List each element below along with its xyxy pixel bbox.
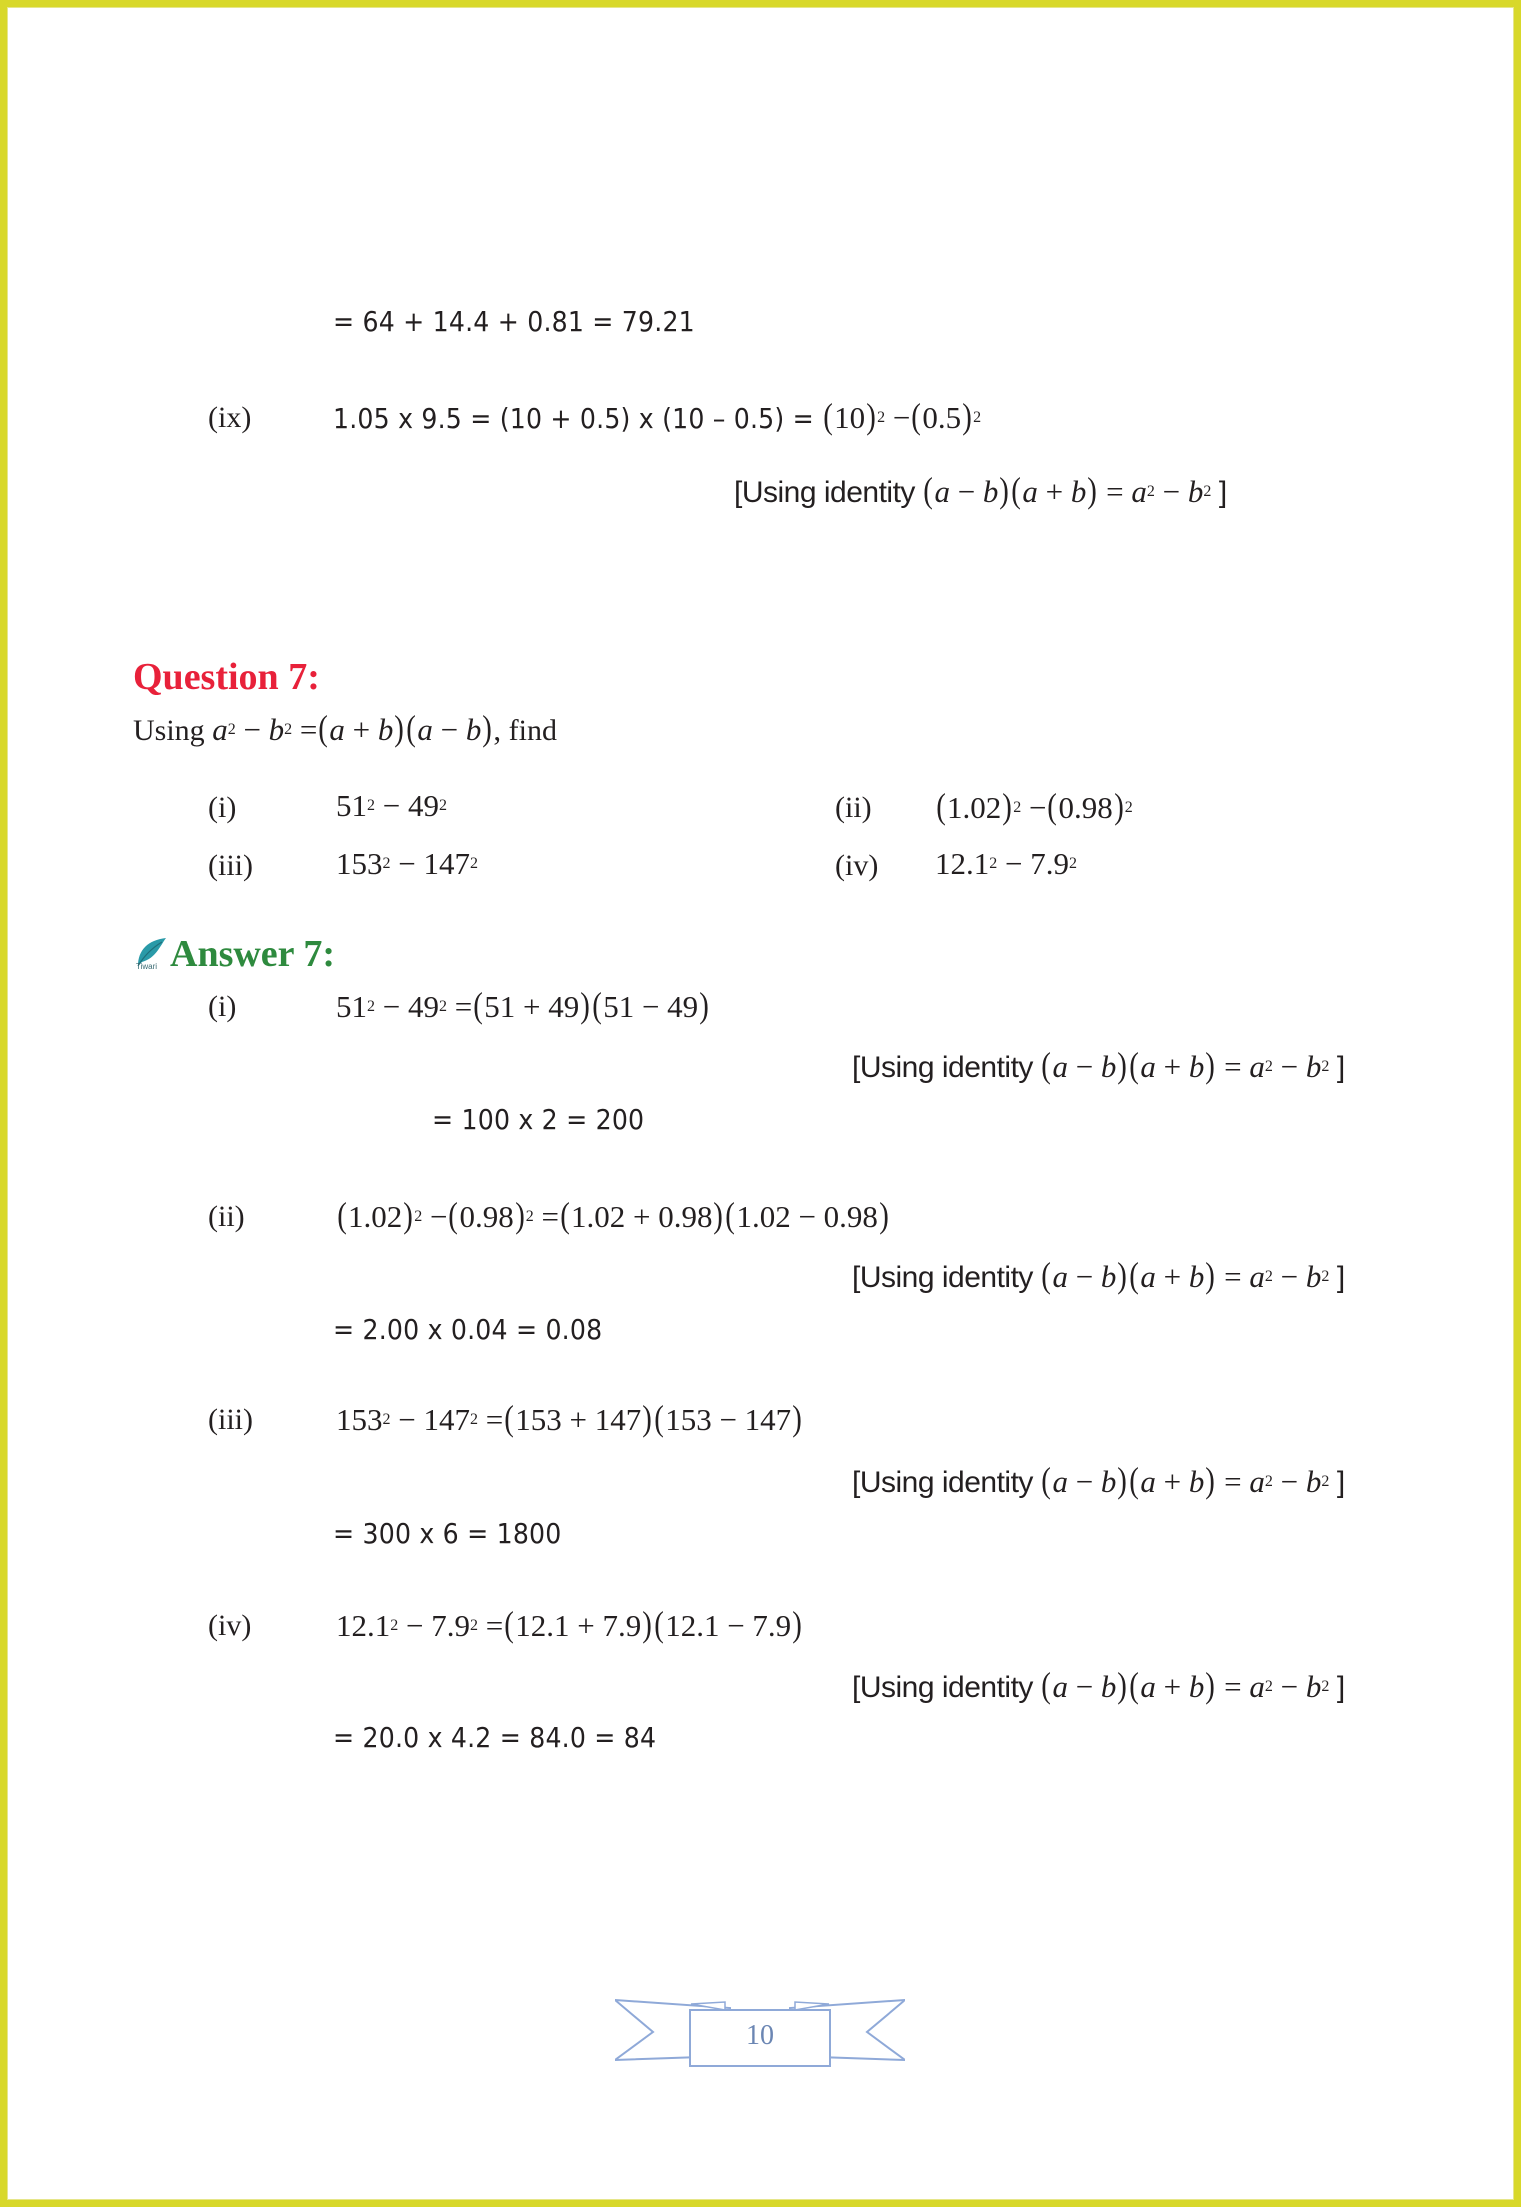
prompt-formula: $a^2 - b^2 =(a + b)(a - b)$, xyxy=(212,708,502,748)
answer-step: $51^2 - 49^2 =(51 + 49)(51 - 49)$ xyxy=(336,985,709,1025)
page-number: 10 xyxy=(746,2020,774,2051)
leaf-logo-icon xyxy=(134,936,168,970)
answer-identity-note: [Using identity $(a - b)(a + b) = a^2 - b^2$ ] xyxy=(852,1460,1345,1500)
question-part-expr: $153^2 - 147^2$ xyxy=(336,846,478,881)
answer-step: $153^2 - 147^2 =(153 + 147)(153 - 147)$ xyxy=(336,1398,802,1438)
answer-heading: Answer 7: xyxy=(170,933,336,975)
answer-part-label: (iv) xyxy=(208,1609,252,1642)
question-part-label: (ii) xyxy=(835,791,872,824)
question-part-label: (iii) xyxy=(208,849,253,882)
svg-text:Tiwari: Tiwari xyxy=(136,962,158,970)
ix-equation xyxy=(333,396,981,439)
answer-part-label: (i) xyxy=(208,990,237,1023)
answer-result: = 300 x 6 = 1800 xyxy=(333,1517,562,1550)
question-part-expr: $(1.02)^2 -(0.98)^2$ xyxy=(936,786,1133,826)
question-prompt: Using $a^2 - b^2 =(a + b)(a - b)$, find xyxy=(133,708,557,748)
question-part-expr: $51^2 - 49^2$ xyxy=(336,788,447,823)
viii-result: = 64 + 14.4 + 0.81 = 79.21 xyxy=(333,305,695,338)
answer-result: = 100 x 2 = 200 xyxy=(432,1103,645,1136)
answer-result: = 2.00 x 0.04 = 0.08 xyxy=(333,1313,603,1346)
ix-rhs: $(10)^2 -(0.5)^2$ xyxy=(823,396,982,436)
ix-identity-note: [Using identity $(a - b)(a + b) = a^2 - b^2$ ] xyxy=(734,470,1227,510)
answer-identity-note: [Using identity $(a - b)(a + b) = a^2 - b^2$ ] xyxy=(852,1045,1345,1085)
answer-identity-note: [Using identity $(a - b)(a + b) = a^2 - b^2$ ] xyxy=(852,1665,1345,1705)
answer-part-label: (iii) xyxy=(208,1403,253,1436)
answer-result: = 20.0 x 4.2 = 84.0 = 84 xyxy=(333,1721,657,1754)
question-part-label: (iv) xyxy=(835,849,879,882)
question-part-label: (i) xyxy=(208,791,237,824)
answer-identity-note: [Using identity $(a - b)(a + b) = a^2 - b^2$ ] xyxy=(852,1255,1345,1295)
answer-part-label: (ii) xyxy=(208,1200,245,1233)
page-number-ribbon xyxy=(615,1990,905,2070)
question-part-expr: $12.1^2 - 7.9^2$ xyxy=(935,846,1077,881)
ix-label: (ix) xyxy=(208,401,252,434)
answer-step: $12.1^2 - 7.9^2 =(12.1 + 7.9)(12.1 - 7.9)$ xyxy=(336,1604,802,1644)
answer-step: $(1.02)^2 -(0.98)^2 =(1.02 + 0.98)(1.02 - 0.98)$ xyxy=(337,1195,889,1235)
question-heading: Question 7: xyxy=(133,656,320,698)
ix-lhs: 1.05 x 9.5 = (10 + 0.5) x (10 – 0.5) = xyxy=(333,402,823,435)
identity-formula: $(a - b)(a + b) = a^2 - b^2$ xyxy=(923,470,1212,510)
